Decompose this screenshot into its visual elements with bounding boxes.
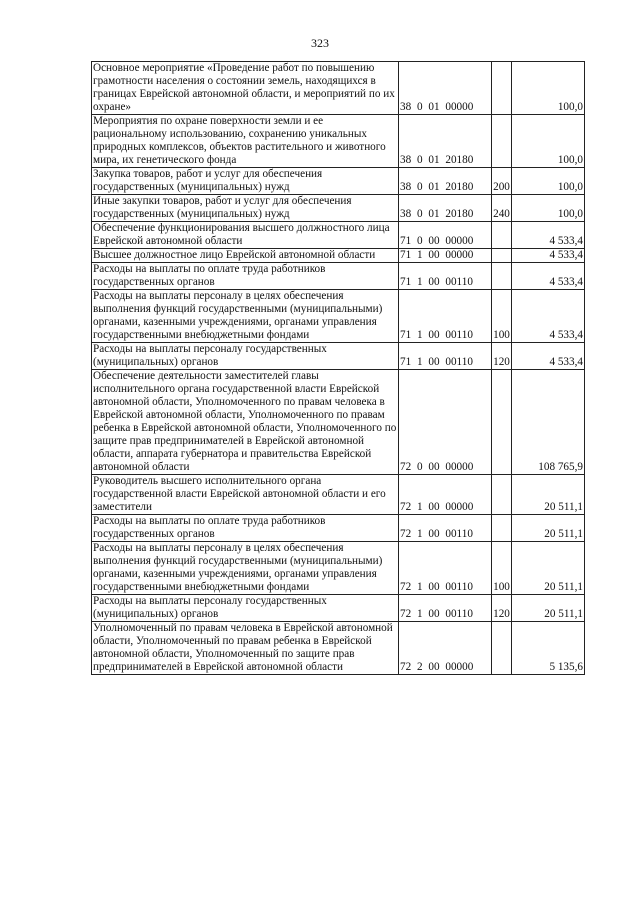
row-code: 72 1 00 00110: [399, 542, 492, 595]
table-row: [92, 622, 585, 675]
row-code: 71 0 00 00000: [399, 222, 492, 249]
row-name: Иные закупки товаров, работ и услуг для обеспечения государственных (муниципальных) нужд: [92, 195, 399, 222]
table-row: [92, 595, 585, 622]
row-name: Обеспечение деятельности заместителей главы исполнительного органа государственной власти Еврейской автономной области, Уполномоченного по правам человека в Еврейской автономной области, Уполномоченного по правам ребенка в Еврейской автономной области, Уполномоченного по защите прав предпринимателей в Еврейской автономной области, аппарата губернатора и правительства Еврейской автономной области: [92, 370, 399, 475]
row-expense-type: [492, 370, 512, 475]
row-expense-type: 100: [492, 542, 512, 595]
row-name: Расходы на выплаты персоналу государственных (муниципальных) органов: [92, 595, 399, 622]
table-row: [92, 249, 585, 263]
row-code: 71 1 00 00110: [399, 263, 492, 290]
table-row: [92, 515, 585, 542]
table-row: [92, 195, 585, 222]
row-code: 71 1 00 00110: [399, 290, 492, 343]
table-row: [92, 222, 585, 249]
table-row: [92, 263, 585, 290]
row-code: 38 0 01 20180: [399, 195, 492, 222]
row-expense-type: [492, 62, 512, 115]
table-row: [92, 115, 585, 168]
page-number: 323: [311, 36, 329, 50]
row-sum: 20 511,1: [512, 542, 585, 595]
row-expense-type: 100: [492, 290, 512, 343]
row-sum: 4 533,4: [512, 343, 585, 370]
row-name: Расходы на выплаты персоналу в целях обеспечения выполнения функций государственными (муниципальными) органами, казенными учреждениями, органами управления государственными внебюджетными фондами: [92, 290, 399, 343]
row-sum: 100,0: [512, 195, 585, 222]
row-code: 38 0 01 20180: [399, 168, 492, 195]
row-expense-type: 240: [492, 195, 512, 222]
row-expense-type: [492, 475, 512, 515]
budget-table: [91, 61, 585, 675]
row-sum: 100,0: [512, 168, 585, 195]
row-expense-type: 120: [492, 595, 512, 622]
row-sum: 20 511,1: [512, 595, 585, 622]
row-code: 71 1 00 00000: [399, 249, 492, 263]
row-name: Расходы на выплаты по оплате труда работников государственных органов: [92, 263, 399, 290]
row-code: 38 0 01 20180: [399, 115, 492, 168]
table-row: [92, 542, 585, 595]
row-sum: 108 765,9: [512, 370, 585, 475]
row-name: Основное мероприятие «Проведение работ по повышению грамотности населения о состоянии земель, находящихся в границах Еврейской автономной области, и мероприятий по их охране»: [92, 62, 399, 115]
row-sum: 4 533,4: [512, 249, 585, 263]
table-row: [92, 370, 585, 475]
row-expense-type: 200: [492, 168, 512, 195]
row-sum: 100,0: [512, 62, 585, 115]
row-sum: 100,0: [512, 115, 585, 168]
row-expense-type: [492, 515, 512, 542]
row-sum: 20 511,1: [512, 475, 585, 515]
row-sum: 20 511,1: [512, 515, 585, 542]
row-name: Высшее должностное лицо Еврейской автономной области: [92, 249, 399, 263]
table-row: [92, 343, 585, 370]
row-expense-type: 120: [492, 343, 512, 370]
table-row: [92, 290, 585, 343]
row-sum: 5 135,6: [512, 622, 585, 675]
row-name: Расходы на выплаты по оплате труда работников государственных органов: [92, 515, 399, 542]
row-name: Закупка товаров, работ и услуг для обеспечения государственных (муниципальных) нужд: [92, 168, 399, 195]
row-name: Мероприятия по охране поверхности земли и ее рациональному использованию, сохранению уникальных природных комплексов, объектов растительного и животного мира, их генетического фонда: [92, 115, 399, 168]
row-name: Расходы на выплаты персоналу государственных (муниципальных) органов: [92, 343, 399, 370]
row-code: 71 1 00 00110: [399, 343, 492, 370]
row-expense-type: [492, 249, 512, 263]
row-sum: 4 533,4: [512, 290, 585, 343]
row-name: Уполномоченный по правам человека в Еврейской автономной области, Уполномоченный по правам ребенка в Еврейской автономной области, Уполномоченный по защите прав предпринимателей в Еврейской автономной области: [92, 622, 399, 675]
row-expense-type: [492, 622, 512, 675]
row-expense-type: [492, 263, 512, 290]
row-expense-type: [492, 115, 512, 168]
row-code: 72 2 00 00000: [399, 622, 492, 675]
row-code: 38 0 01 00000: [399, 62, 492, 115]
row-expense-type: [492, 222, 512, 249]
table-row: [92, 62, 585, 115]
row-name: Расходы на выплаты персоналу в целях обеспечения выполнения функций государственными (муниципальными) органами, казенными учреждениями, органами управления государственными внебюджетными фондами: [92, 542, 399, 595]
row-sum: 4 533,4: [512, 263, 585, 290]
table-row: [92, 475, 585, 515]
row-name: Руководитель высшего исполнительного органа государственной власти Еврейской автономной области и его заместители: [92, 475, 399, 515]
row-code: 72 1 00 00000: [399, 475, 492, 515]
row-sum: 4 533,4: [512, 222, 585, 249]
row-code: 72 0 00 00000: [399, 370, 492, 475]
row-code: 72 1 00 00110: [399, 515, 492, 542]
row-code: 72 1 00 00110: [399, 595, 492, 622]
table-row: [92, 168, 585, 195]
row-name: Обеспечение функционирования высшего должностного лица Еврейской автономной области: [92, 222, 399, 249]
